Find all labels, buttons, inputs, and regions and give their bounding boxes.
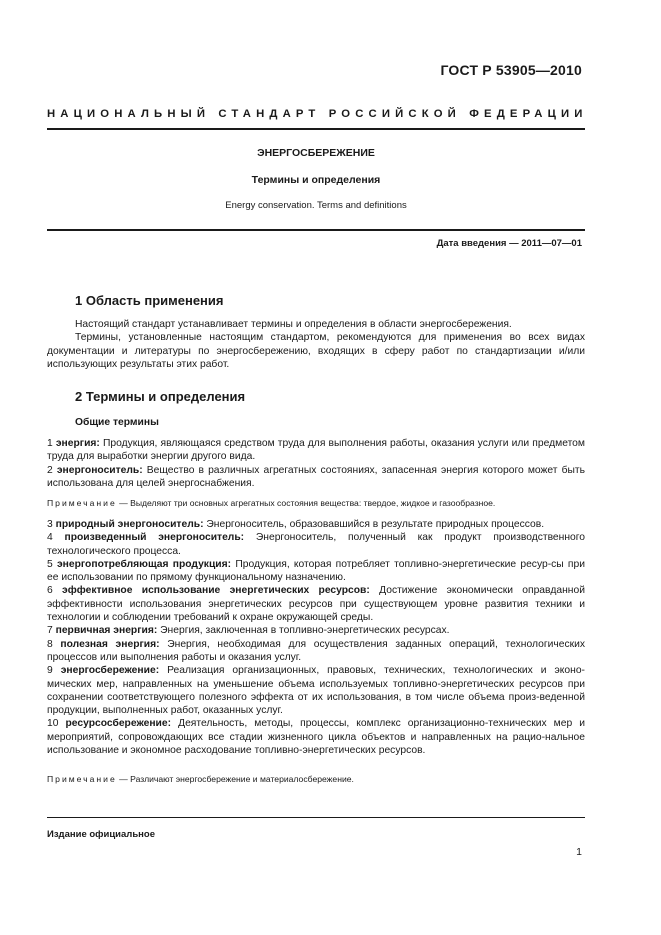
term-name: эффективное использование энергетических ресурсов: [62, 585, 370, 597]
note-2 [47, 773, 585, 785]
official-edition-label: Издание официальное [47, 829, 155, 840]
term-name: энергосбережение: [60, 665, 160, 677]
term-name: энергия: [55, 438, 100, 449]
term-name: энергопотребляющая продукция: [56, 558, 232, 570]
document-code: ГОСТ Р 53905—2010 [440, 62, 582, 78]
term-number: 10 [47, 718, 59, 730]
term-name: ресурсосбережение: [65, 718, 172, 730]
term-entry [47, 664, 585, 717]
term-number: 7 [47, 625, 53, 637]
term-entry [47, 717, 585, 757]
section-1-heading: 1 Область применения [75, 293, 224, 308]
term-name: энергоноситель: [56, 464, 143, 476]
note-text: — Различают энергосбережение и материалосбережение. [119, 774, 354, 784]
section-1-paragraph-1: Настоящий стандарт устанавливает термины и определения в области энергосбережения. [75, 319, 512, 330]
term-definition: Реализация организационных, правовых, технических, технологических и эконо-мических мер, направленных на уменьшение объема используемых топливно-энергетических ресурсов при сохранении соответствующего полезного эффекта от их использования, в том числе объема произ-веденной продукции, выполненных работ, оказанных услуг. [47, 665, 585, 717]
footer-rule [47, 817, 585, 818]
section-1-paragraph-2: Термины, установленные настоящим стандартом, рекомендуются для применения во всех видах документации и литературы по энергосбережению, входящих в сферу работ по стандартизации и/или использующих результаты этих работ. [47, 332, 585, 371]
term-entry [47, 558, 585, 585]
term-definition: Вещество в различных агрегатных состояниях, запасенная энергия которого может быть использована для целей энергоснабжения. [47, 464, 585, 489]
term-definition: Энергия, заключенная в топливно-энергетических ресурсах. [160, 625, 450, 637]
term-number: 2 [47, 464, 53, 476]
term-name: полезная энергия: [60, 638, 160, 650]
document-title: ЭНЕРГОСБЕРЕЖЕНИЕ [257, 147, 375, 159]
term-definition: Энергоноситель, полученный как продукт производственного технологического процесса. [47, 532, 586, 557]
term-number: 9 [47, 665, 53, 677]
header-rule [47, 128, 585, 130]
term-number: 4 [47, 532, 53, 544]
term-number: 3 [47, 519, 53, 530]
term-entry [47, 437, 585, 464]
term-definition: Продукция, которая потребляет топливно-энергетические ресур-сы при ее использовании по прямому функциональному назначению. [47, 558, 585, 584]
term-name: первичная энергия: [55, 625, 158, 637]
note-label: Примечание [47, 498, 117, 508]
general-terms-subheading: Общие термины [75, 417, 159, 428]
english-title: Energy conservation. Terms and definitions [225, 200, 407, 211]
term-entry [47, 584, 585, 624]
term-definition: Деятельность, методы, процессы, комплекс организационно-технических мер и мероприятий, сопровождающих все стадии жизненного цикла объектов и направленных на рацио-нальное использование и экономное расходование топливно-энергетических ресурсов. [47, 718, 585, 757]
term-definition: Энергоноситель, образовавшийся в результате природных процессов. [206, 519, 545, 530]
term-number: 1 [47, 438, 53, 449]
term-entry [47, 518, 585, 531]
term-number: 5 [47, 558, 53, 570]
term-entry [47, 624, 585, 637]
term-number: 8 [47, 638, 53, 650]
term-definition: Продукция, являющаяся средством труда для выполнения работы, оказания услуги или предметом труда для выработки энергии другого вида. [47, 438, 585, 463]
term-name: природный энергоноситель: [55, 519, 204, 530]
term-entry [47, 638, 585, 665]
term-entry [47, 531, 585, 558]
page-number: 1 [576, 846, 582, 858]
terms-list-a [47, 437, 585, 490]
note-1 [47, 497, 585, 509]
title-rule [47, 229, 585, 231]
introduction-date: Дата введения — 2011—07—01 [436, 238, 582, 249]
note-label: Примечание [47, 774, 117, 784]
section-1-body [47, 318, 585, 372]
term-definition: Энергия, необходимая для осуществления заданных операций, технологических процессов или выполнения работы и оказания услуг. [47, 638, 585, 663]
term-entry [47, 464, 585, 491]
term-number: 6 [47, 585, 53, 597]
national-standard-banner: НАЦИОНАЛЬНЫЙ СТАНДАРТ РОССИЙСКОЙ ФЕДЕРАЦИИ [47, 108, 588, 120]
term-definition: Достижение экономически оправданной эффективности использования энергетических ресурсов при существующем уровне развития техники и технологии и соблюдении требований к охране окружающей среды. [47, 585, 585, 624]
terms-list-b [47, 518, 585, 757]
note-text: — Выделяют три основных агрегатных состояния вещества: твердое, жидкое и газообразное. [119, 498, 496, 508]
term-name: произведенный энергоноситель: [64, 532, 245, 544]
section-2-heading: 2 Термины и определения [75, 389, 246, 404]
document-subtitle: Термины и определения [251, 174, 381, 186]
